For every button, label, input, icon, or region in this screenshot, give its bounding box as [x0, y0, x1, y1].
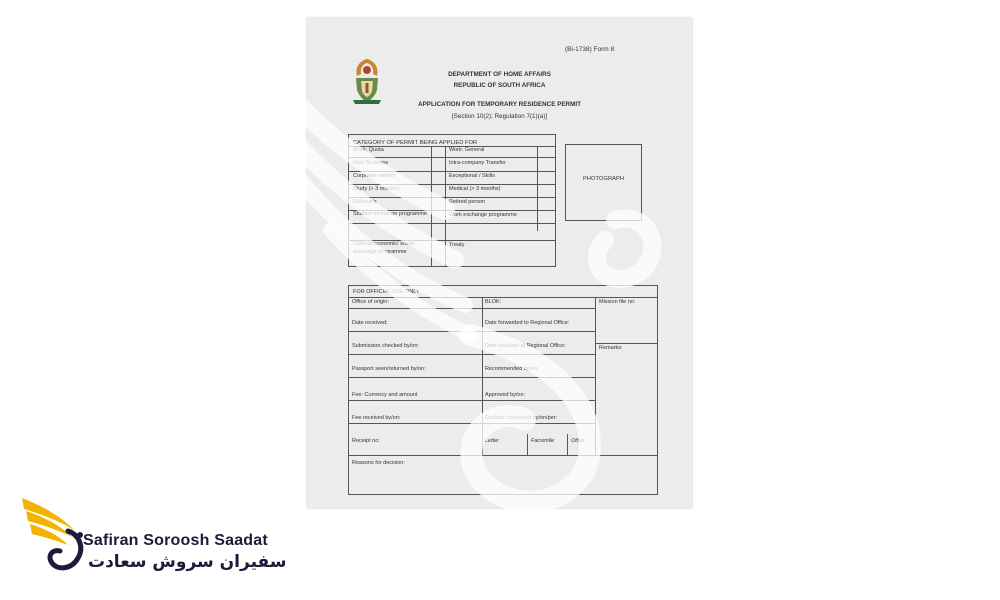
application-title: APPLICATION FOR TEMPORARY RESIDENCE PERMIT: [418, 101, 581, 108]
category-cultural-exchange: Cultural/economic/ social exchange programme: [353, 241, 415, 255]
fee-currency: Fee: Currency and amount: [352, 392, 418, 398]
category-intra-company: Intra-company Transfer: [449, 160, 506, 166]
official-use-table: [348, 285, 658, 495]
recommended-by: Recommended by/on:: [485, 366, 539, 372]
remarks-label: Remarks:: [599, 345, 623, 351]
category-title: CATEGORY OF PERMIT BEING APPLIED FOR: [353, 140, 478, 146]
company-name-english: Safiran Soroosh Saadat: [83, 532, 268, 549]
category-work-general: Work: General: [449, 147, 485, 153]
department-heading: DEPARTMENT OF HOME AFFAIRS: [448, 71, 551, 78]
date-forwarded: Date forwarded to Regional Office:: [485, 320, 570, 326]
passport-seen: Passport seen/returned by/on:: [352, 366, 426, 372]
category-exceptional-skills: Exceptional / Skills: [449, 173, 495, 179]
category-work-exchange: Work exchange programme: [449, 212, 517, 218]
reasons-for-decision: Reasons for decision:: [352, 460, 405, 466]
mission-file-no: Mission file no:: [599, 299, 636, 305]
decision-conveyed: Decision conveyed by/on/per:: [485, 415, 558, 421]
section-reference: [Section 10(2); Regulation 7(1)(a)]: [451, 113, 548, 120]
photograph-label: PHOTOGRAPH: [582, 176, 625, 182]
permit-form-page: [307, 18, 692, 508]
category-retired-person: Retired person: [449, 199, 486, 205]
category-own-business: Own Business: [353, 160, 389, 166]
permit-category-table: [348, 134, 556, 267]
official-title: FOR OFFICIAL USE ONLY: [353, 289, 420, 295]
date-received-regional: Date received at Regional Office:: [485, 343, 566, 349]
letter-option: Letter: [485, 438, 500, 444]
republic-heading: REPUBLIC OF SOUTH AFRICA: [453, 82, 546, 89]
date-received: Date received:: [352, 320, 388, 326]
safiran-wing-logo-icon: [20, 493, 90, 578]
company-name-persian: سفیران سروش سعادت: [88, 552, 287, 572]
office-of-origin: Office of origin:: [352, 299, 389, 305]
category-relatives: Relative's: [353, 199, 377, 205]
receipt-no: Receipt no:: [352, 438, 380, 444]
approved-by: Approved by/on:: [485, 392, 526, 398]
category-medical: Medical (> 3 months): [449, 186, 501, 192]
category-treaty: Treaty: [449, 242, 465, 248]
other-option: Other: [571, 438, 585, 444]
submission-checked: Submission checked by/on:: [352, 343, 419, 349]
blok-label: BLOK:: [485, 299, 502, 305]
form-number: (Bi-1738) Form 8: [565, 46, 615, 53]
category-study: Study (> 3 months): [353, 186, 400, 192]
facsimile-option: Facsimile: [531, 438, 555, 444]
category-student-exchange: Student exchange programme: [353, 211, 427, 217]
category-corporate-worker: Corporate worker: [353, 173, 396, 179]
coat-of-arms-icon: [347, 56, 387, 106]
fee-received: Fee received by/on:: [352, 415, 401, 421]
category-work-quota: Work: Quota: [353, 147, 384, 153]
photograph-box: [565, 144, 642, 221]
